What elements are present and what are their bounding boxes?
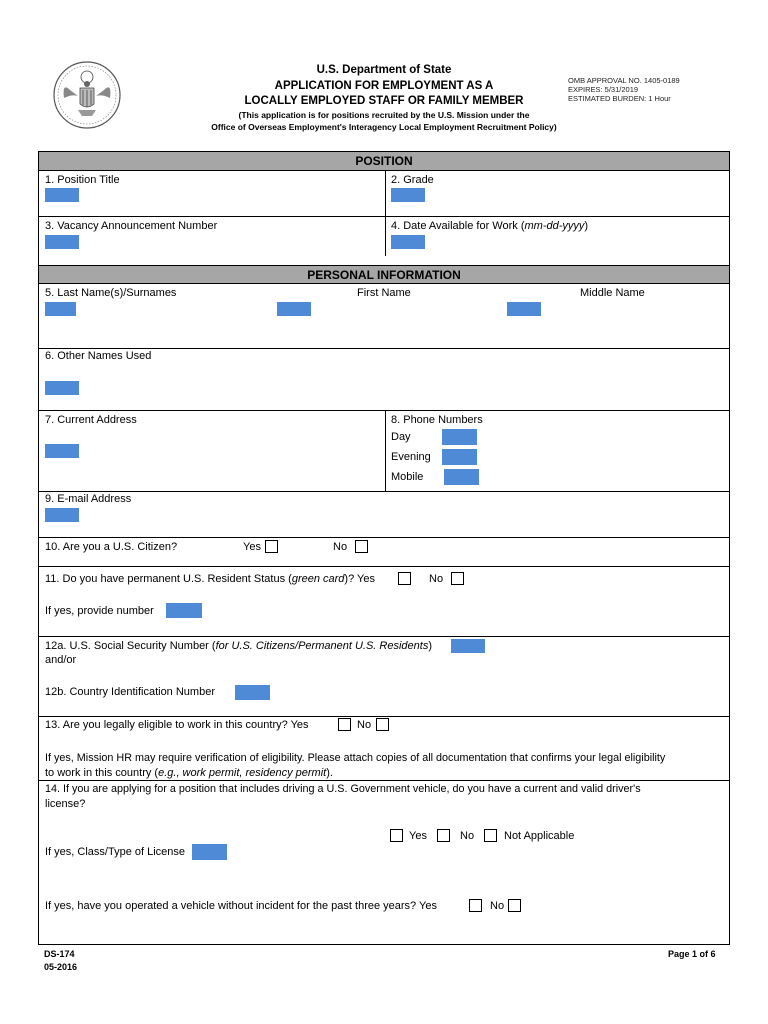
license-not-applicable-checkbox[interactable] — [484, 829, 497, 842]
license-class-input[interactable] — [192, 844, 227, 860]
current-address-input[interactable] — [45, 444, 79, 458]
first-name-label: First Name — [357, 287, 411, 299]
agency-name: U.S. Department of State — [316, 64, 452, 76]
vacancy-number-label: 3. Vacancy Announcement Number — [45, 220, 218, 232]
us-citizen-question: 10. Are you a U.S. Citizen? — [45, 541, 178, 553]
vacancy-number-input[interactable] — [45, 235, 79, 249]
form-note-line1: (This application is for positions recruited by the U.S. Mission under the — [238, 110, 530, 120]
position-title-input[interactable] — [45, 188, 79, 202]
row-divider — [39, 780, 729, 781]
phone-day-input[interactable] — [442, 429, 477, 445]
other-names-label: 6. Other Names Used — [45, 350, 152, 362]
license-no-label: No — [460, 830, 475, 842]
last-name-input[interactable] — [45, 302, 76, 316]
application-form — [38, 151, 730, 945]
license-yes-label: Yes — [409, 830, 427, 842]
section-position: POSITION — [39, 152, 729, 171]
grade-input[interactable] — [391, 188, 425, 202]
date-available-label: 4. Date Available for Work (mm-dd-yyyy) — [391, 220, 589, 232]
drivers-license-question-line1: 14. If you are applying for a position that includes driving a U.S. Government vehicle, do you have a current and valid driver's — [45, 783, 641, 795]
phone-evening-label: Evening — [391, 451, 431, 463]
section-personal-information: PERSONAL INFORMATION — [39, 265, 729, 284]
omb-expires: EXPIRES: 5/31/2019 — [568, 85, 639, 94]
email-label: 9. E-mail Address — [45, 493, 132, 505]
resident-status-no-label: No — [429, 573, 444, 585]
current-address-label: 7. Current Address — [45, 414, 137, 426]
resident-status-no-checkbox[interactable] — [451, 572, 464, 585]
grade-label: 2. Grade — [391, 174, 434, 186]
column-divider — [385, 171, 386, 256]
phone-day-label: Day — [391, 431, 411, 443]
department-seal-logo — [52, 60, 122, 130]
phone-evening-input[interactable] — [442, 449, 477, 465]
vehicle-incident-question: If yes, have you operated a vehicle without incident for the past three years? Yes — [45, 900, 437, 912]
work-eligibility-note-line1: If yes, Mission HR may require verification of eligibility. Please attach copies of all documentation that confirms your legal eligibility — [45, 752, 666, 764]
us-citizen-no-label: No — [333, 541, 348, 553]
work-eligibility-note-line2: to work in this country (e.g., work permit, residency permit). — [45, 767, 333, 779]
omb-burden: ESTIMATED BURDEN: 1 Hour — [568, 94, 671, 103]
license-not-applicable-label: Not Applicable — [504, 830, 575, 842]
country-id-label: 12b. Country Identification Number — [45, 686, 215, 698]
vehicle-incident-no-checkbox[interactable] — [508, 899, 521, 912]
work-eligibility-yes-checkbox[interactable] — [338, 718, 351, 731]
us-citizen-yes-checkbox[interactable] — [265, 540, 278, 553]
form-date: 05-2016 — [44, 962, 78, 972]
us-citizen-yes-label: Yes — [243, 541, 261, 553]
position-title-label: 1. Position Title — [45, 174, 120, 186]
vehicle-incident-yes-checkbox[interactable] — [469, 899, 482, 912]
form-title-line2: LOCALLY EMPLOYED STAFF OR FAMILY MEMBER — [244, 95, 524, 107]
column-divider — [385, 410, 386, 491]
omb-approval: OMB APPROVAL NO. 1405-0189 — [568, 76, 680, 85]
vehicle-incident-no-label: No — [490, 900, 505, 912]
phone-numbers-label: 8. Phone Numbers — [391, 414, 483, 426]
row-divider — [39, 566, 729, 567]
phone-mobile-label: Mobile — [391, 471, 424, 483]
ssn-input[interactable] — [451, 639, 485, 653]
row-divider — [39, 537, 729, 538]
first-name-input[interactable] — [277, 302, 311, 316]
other-names-input[interactable] — [45, 381, 79, 395]
row-divider — [39, 491, 729, 492]
form-note-line2: Office of Overseas Employment's Interagency Local Employment Recruitment Policy) — [211, 122, 557, 132]
row-divider — [39, 410, 729, 411]
row-divider — [39, 216, 729, 217]
resident-status-question: 11. Do you have permanent U.S. Resident Status (green card)? Yes — [45, 573, 376, 585]
ssn-label: 12a. U.S. Social Security Number (for U.S. Citizens/Permanent U.S. Residents) — [45, 640, 432, 652]
middle-name-input[interactable] — [507, 302, 541, 316]
middle-name-label: Middle Name — [580, 287, 645, 299]
row-divider — [39, 348, 729, 349]
drivers-license-question-line2: license? — [45, 798, 86, 810]
and-or-label: and/or — [45, 654, 77, 666]
phone-mobile-input[interactable] — [444, 469, 479, 485]
date-available-input[interactable] — [391, 235, 425, 249]
row-divider — [39, 636, 729, 637]
us-citizen-no-checkbox[interactable] — [355, 540, 368, 553]
last-name-label: 5. Last Name(s)/Surnames — [45, 287, 177, 299]
resident-status-yes-checkbox[interactable] — [398, 572, 411, 585]
email-input[interactable] — [45, 508, 79, 522]
license-no-checkbox[interactable] — [437, 829, 450, 842]
page-number: Page 1 of 6 — [668, 949, 716, 959]
work-eligibility-no-checkbox[interactable] — [376, 718, 389, 731]
country-id-input[interactable] — [235, 685, 270, 700]
license-yes-checkbox[interactable] — [390, 829, 403, 842]
green-card-number-label: If yes, provide number — [45, 605, 154, 617]
row-divider — [39, 716, 729, 717]
work-eligibility-question: 13. Are you legally eligible to work in this country? Yes — [45, 719, 309, 731]
form-title-line1: APPLICATION FOR EMPLOYMENT AS A — [274, 80, 494, 92]
license-class-label: If yes, Class/Type of License — [45, 846, 186, 858]
work-eligibility-no-label: No — [357, 719, 372, 731]
form-number: DS-174 — [44, 949, 75, 959]
green-card-number-input[interactable] — [166, 603, 202, 618]
